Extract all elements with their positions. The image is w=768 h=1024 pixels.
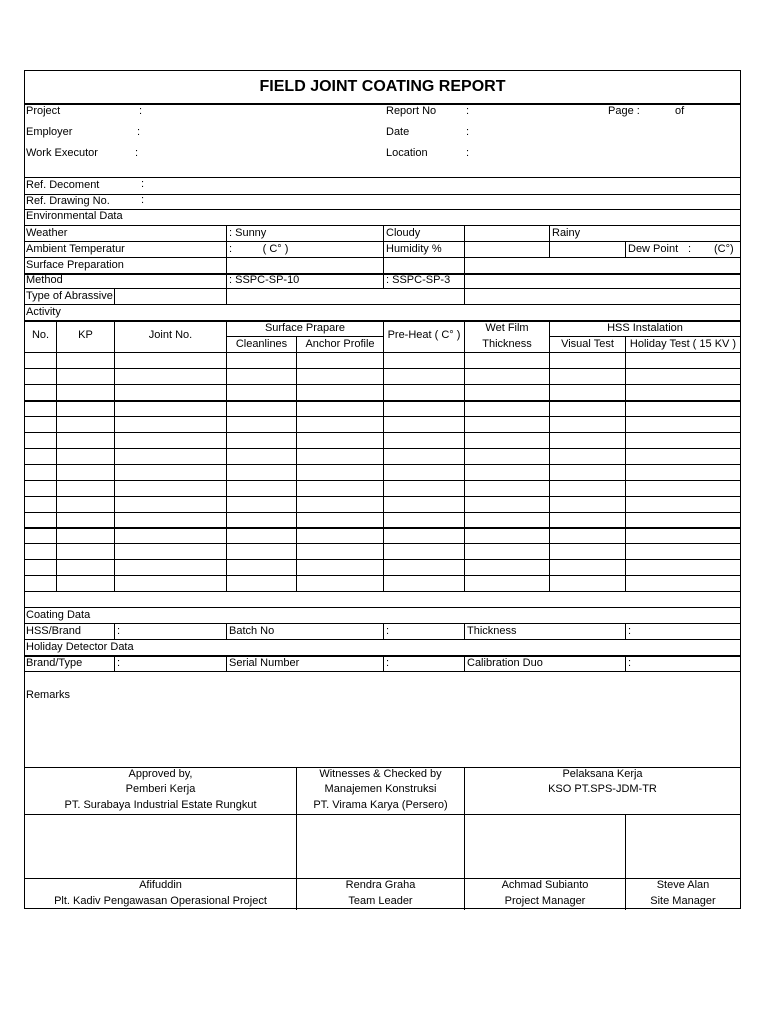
weather-label: Weather: [26, 227, 68, 239]
header-divider: [25, 177, 740, 178]
signatory-3-name: Achmad Subianto: [501, 879, 589, 891]
coating-data-label: Coating Data: [26, 609, 91, 621]
report-no-label: Report No: [386, 105, 437, 117]
date-colon: :: [466, 126, 470, 138]
approval-title-divider: [25, 814, 740, 815]
hss-brand-label: HSS/Brand: [26, 625, 82, 637]
main-col-4: [464, 226, 465, 305]
project-colon: :: [139, 105, 143, 117]
calibration-colon: :: [628, 657, 632, 669]
serial-number-colon: :: [386, 657, 390, 669]
abrasive-type-label: Type of Abrassive: [26, 290, 113, 302]
anchor-col: [296, 337, 297, 591]
date-label: Date: [386, 126, 410, 138]
witness-label: Witnesses & Checked by: [319, 768, 442, 780]
thickness-label: Thickness: [467, 625, 517, 637]
col-visual-test-header: Visual Test: [561, 338, 614, 350]
activity-col-kp: [114, 289, 115, 305]
ambient-temperature-label: Ambient Temperatur: [26, 243, 125, 255]
method-sspc-sp-10: : SSPC-SP-10: [229, 274, 300, 286]
work-executor-colon: :: [135, 147, 139, 159]
main-col-2d: [226, 656, 227, 672]
col-cleanliness-header: Cleanlines: [235, 338, 288, 350]
main-col-6: [625, 242, 626, 258]
col-no-header: No.: [31, 329, 50, 341]
signatory-4-role: Site Manager: [650, 895, 716, 907]
main-col-6c: [625, 624, 626, 640]
environmental-section-label: Environmental Data: [26, 210, 123, 222]
serial-number-label: Serial Number: [229, 657, 300, 669]
dew-point-unit: (C°): [714, 243, 734, 255]
main-col-3b: [383, 321, 384, 591]
surface-preparation-label: Surface Preparation: [26, 259, 124, 271]
signatory-3-role: Project Manager: [504, 895, 586, 907]
employer-colon: :: [137, 126, 141, 138]
batch-no-colon: :: [386, 625, 390, 637]
main-col-6d: [625, 656, 626, 672]
signatory-2-role: Team Leader: [348, 895, 413, 907]
col-header-subdivider-2: [549, 336, 740, 337]
activity-col-kp: [114, 321, 115, 591]
col-holiday-test-header: Holiday Test ( 15 KV ): [629, 338, 737, 350]
spacer-row-divider: [25, 607, 740, 608]
executor-label: Pelaksana Kerja: [562, 768, 643, 780]
thickness-colon: :: [628, 625, 632, 637]
weather-cloudy: Cloudy: [386, 227, 421, 239]
dew-point-colon: :: [688, 243, 692, 255]
employer-label: Employer: [26, 126, 73, 138]
activity-col-no: [56, 321, 57, 591]
ref-divider: [25, 194, 740, 195]
main-col-5b: [549, 321, 550, 591]
signatory-1-role: Plt. Kadiv Pengawasan Operasional Project: [54, 895, 267, 907]
executor-company: KSO PT.SPS-JDM-TR: [548, 783, 657, 795]
signatory-1-name: Afifuddin: [139, 879, 182, 891]
approved-by-label: Approved by,: [128, 768, 193, 780]
activity-table-bottom: [25, 591, 740, 592]
witness-company: PT. Virama Karya (Persero): [313, 799, 448, 811]
coating-col-1: [114, 624, 115, 640]
weather-sunny: : Sunny: [229, 227, 267, 239]
brand-type-colon: :: [117, 657, 121, 669]
abrasive-divider: [25, 304, 740, 305]
main-col-2b: [226, 321, 227, 591]
col-hss-installation-header: HSS Instalation: [607, 322, 683, 334]
ref-drawing-colon: :: [141, 194, 145, 206]
page-of-label: of: [675, 105, 685, 117]
col-thickness-header: Thickness: [482, 338, 532, 350]
col-wet-film-header: Wet Film: [485, 322, 529, 334]
ref-drawing-label: Ref. Drawing No.: [26, 195, 110, 207]
signatory-2-name: Rendra Graha: [345, 879, 416, 891]
approved-role: Pemberi Kerja: [125, 783, 196, 795]
dew-point-label: Dew Point: [628, 243, 679, 255]
witness-role: Manajemen Konstruksi: [324, 783, 437, 795]
method-label: Method: [26, 274, 63, 286]
report-title: FIELD JOINT COATING REPORT: [259, 78, 506, 95]
ref-document-label: Ref. Decoment: [26, 179, 100, 191]
brand-type-label: Brand/Type: [26, 657, 83, 669]
project-label: Project: [26, 105, 61, 117]
method-sspc-sp-3: : SSPC-SP-3: [386, 274, 451, 286]
humidity-label: Humidity %: [386, 243, 442, 255]
env-divider: [25, 209, 740, 210]
remarks-label: Remarks: [26, 689, 71, 701]
location-label: Location: [386, 147, 428, 159]
main-col-3c: [383, 624, 384, 640]
location-colon: :: [466, 147, 470, 159]
report-form: [24, 70, 741, 909]
main-col-3: [383, 226, 384, 289]
hss-brand-colon: :: [117, 625, 121, 637]
ambient-temperature-unit: : ( C° ): [229, 243, 289, 255]
main-col-4b: [464, 321, 465, 591]
holiday-detector-label: Holiday Detector Data: [26, 641, 134, 653]
col-header-subdivider: [226, 336, 383, 337]
coating-col-1b: [114, 656, 115, 672]
col-joint-no-header: Joint No.: [148, 329, 193, 341]
signatory-4-name: Steve Alan: [656, 879, 710, 891]
main-col-2c: [226, 624, 227, 640]
calibration-label: Calibration Duo: [467, 657, 543, 669]
main-col-4c: [464, 624, 465, 640]
ref-document-colon: :: [141, 178, 145, 190]
col-surface-prepare-header: Surface Prapare: [264, 322, 346, 334]
col-preheat-header: Pre-Heat ( C° ): [387, 329, 461, 341]
main-col-3d: [383, 656, 384, 672]
work-executor-label: Work Executor: [26, 147, 98, 159]
main-col-5: [549, 226, 550, 258]
weather-rainy: Rainy: [552, 227, 581, 239]
page-label: Page :: [608, 105, 640, 117]
col-anchor-profile-header: Anchor Profile: [305, 338, 375, 350]
batch-no-label: Batch No: [229, 625, 275, 637]
approved-company: PT. Surabaya Industrial Estate Rungkut: [64, 799, 257, 811]
col-kp-header: KP: [78, 329, 93, 341]
main-col-6b: [625, 337, 626, 591]
activity-section-label: Activity: [26, 306, 61, 318]
main-col-2: [226, 226, 227, 305]
report-no-colon: :: [466, 105, 470, 117]
main-col-4d: [464, 656, 465, 672]
